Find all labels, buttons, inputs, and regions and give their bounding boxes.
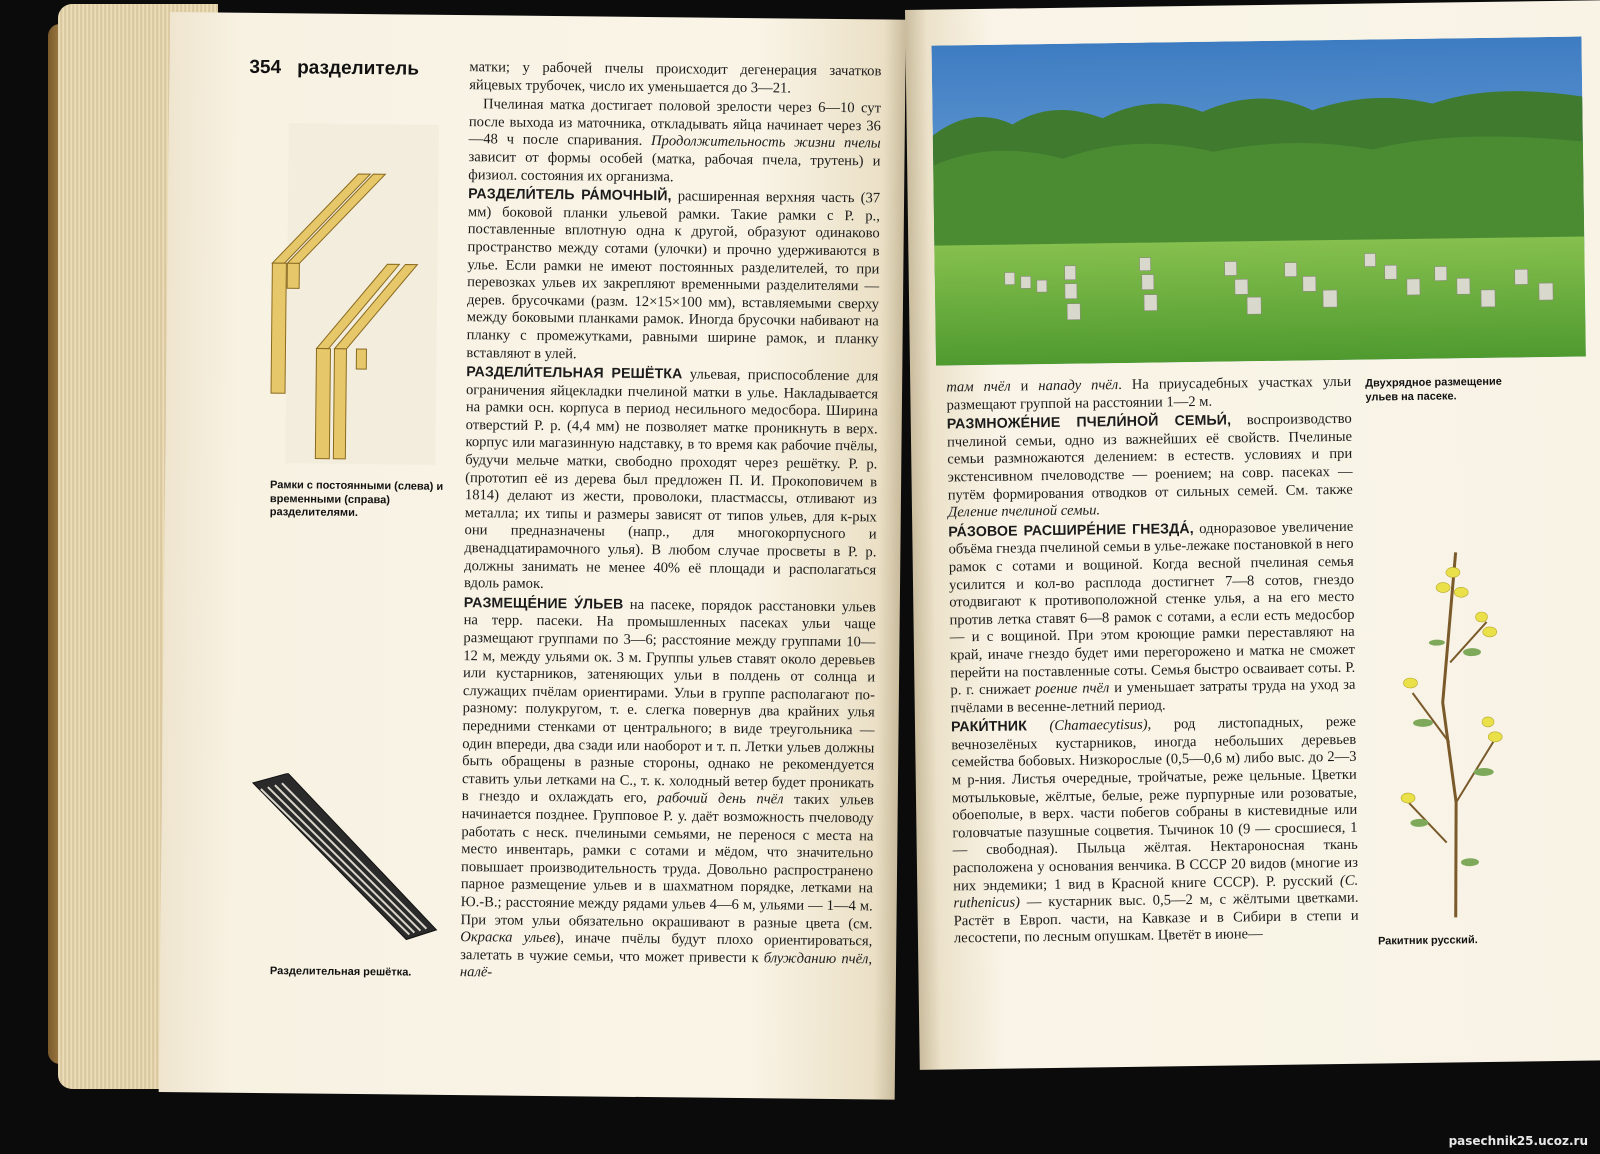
head-word: разделитель: [297, 57, 420, 80]
paragraph: там пчёл и нападу пчёл. На приусадебных участках ульи размещают группой на расстоянии 1—2 м.: [946, 373, 1352, 414]
right-page: [905, 0, 1600, 1070]
right-text-column: [946, 374, 1359, 951]
open-book: [48, 4, 1600, 1094]
entry-nest-expansion: РА́ЗОВОЕ РАСШИРЕ́НИЕ ГНЕЗДА́, одноразовое увеличение объёма гнезда пчелиной семьи в улье-лежаке постановкой в него рамок с сотами и вощиной. Когда весной пчелиная семья усилится и кол-во расплода достигнет 7—8 сотов, гнездо отодвигают к противоположной стенке улья, а на его место против летка ставят 6—8 рамок с сотами, а если есть медосбор — и с вощиной. При этом кроющие рамки переставляют на край, иначе гнездо будет ими перегорожено и матка не сможет перейти на поставленные соты. Семья быстро осваивает соты. Р. р. г. снижает роение пчёл и уменьшает затраты труда на уход за пчёлами в весенне-летний период.: [948, 518, 1356, 717]
entry-term: РАКИ́ТНИК: [950, 718, 1028, 736]
paragraph: Пчелиная матка достигает половой зрелости через 6—10 сут после выхода из маточника, откладывать яйца начинает через 36—48 ч после спаривания. Продолжительность жизни пчелы зависит от формы особей (матка, рабочая пчела, трутень) и физиол. состояния их организма.: [468, 96, 882, 185]
entry-term: РА́ЗОВОЕ РАСШИРЕ́НИЕ ГНЕЗДА́,: [948, 520, 1194, 541]
caption-frames: Рамки с постоянными (слева) и временными (справа) разделителями.: [269, 479, 444, 519]
entry-term: РАЗМНОЖЕ́НИЕ ПЧЕЛИ́НОЙ СЕМЬИ́,: [946, 412, 1232, 433]
page-number: 354: [249, 56, 282, 79]
left-page: [159, 12, 906, 1100]
entry-hive-placement: РАЗМЕЩЕ́НИЕ У́ЛЬЕВ на пасеке, порядок расстановки ульев на терр. пасеки. На промышленных пасеках ульи чаще размещают группами по 3—6; расстояние между группами 10—12 м, между ульями ок. 3 м. Группы ульев ставят около деревьев или кустарников, затеняющих ульи в полдень от солнца и служащих пчёлам ориентирами. Ульи в группе располагают по-разному: полукругом, т. е. слегка повернув два крайних улья передними стенками от центрального; в виде треугольника — один впереди, два сзади или наоборот и т. п. Летки ульев должны быть обращены в разные стороны, однако не рекомендуется ставить ульи летками на С., т. к. холодный ветер будет проникать в гнездо и охлаждать его, рабочий день пчёл таких ульев начинается позднее. Групповое Р. у. даёт возможность пчеловоду работать с неск. пчелиными семьями, не перенося с места на место инвентарь, рамки с сотами и мёдом, что значительно повышает производительность труда. Довольно распространено парное размещение ульев и в шахматном порядке, летками на Ю.-В.; расстояние между рядами ульев 4—6 м, ульями — 1—4 м. При этом ульи обязательно окрашивают в разные цвета (см. Окраска ульев), иначе пчёлы будут плохо ориентироваться, залетать в чужие семьи, что может привести к блужданию пчёл, налё-: [459, 594, 876, 981]
apiary-photo: [932, 37, 1586, 366]
running-head: [249, 57, 435, 81]
entry-queen-excluder: РАЗДЕЛИ́ТЕЛЬНАЯ РЕШЁТКА ульевая, приспособление для ограничения яйцекладки пчелиной матки в улье. Накладывается на рамки осн. корпуса в период несильного медосбора. Ширина отверстий Р. р. (4,4 мм) не позволяет матке проникнуть в верх. корпус или магазинную надставку, в то время как рабочие пчёлы, будучи мельче матки, свободно проходят через решётку. Р. р. (прототип её из дерева был предложен П. И. Прокоповичем в 1814) делают из жести, проволоки, пластмассы, отливают из металла; их типы и размеры зависят от типов ульев, для к-рых они предназначены (напр., для многокорпусного и двенадцатирамочного улья). В любом случае просветы в Р. р. должны занимать не менее 40% её площади и располагаться вдоль рамок.: [463, 364, 879, 593]
left-text-column: [460, 59, 882, 988]
caption-plant: Ракитник русский.: [1377, 934, 1478, 948]
entry-frame-divider: РАЗДЕЛИ́ТЕЛЬ РА́МОЧНЫЙ, расширенная верхняя часть (37 мм) боковой планки ульевой рамки. Такие рамки с Р. р., поставленные вплотную одна к другой, образуют одинаково пространство между сотами (улочки) и прочно удерживаются в улье. Если рамки не имеют постоянных разделителей, то при перевозках ульев их закрепляют временными разделителями — дерев. брусочками (разм. 12×15×100 мм), вставляемыми сверху между боковыми планками рамок. Иногда брусочки набивают на планку с промежутками, равными ширине рамок, и планку вставляют в улей.: [466, 186, 881, 362]
caption-apiary: Двухрядное размещение ульев на пасеке.: [1365, 375, 1502, 404]
entry-term: РАЗДЕЛИ́ТЕЛЬНАЯ РЕШЁТКА: [466, 364, 683, 383]
watermark-site: pasechnik25.ucoz.ru: [1448, 1134, 1588, 1148]
entry-colony-reproduction: РАЗМНОЖЕ́НИЕ ПЧЕЛИ́НОЙ СЕМЬИ́, воспроизводство пчелиной семьи, одно из важнейших её свойств. Пчелиные семьи размножаются делением: в естеств. условиях и при экстенсивном пчеловодстве — роением; на совр. пасеках — путём формирования отводков от сильных семей. См. также Деление пчелиной семьи.: [946, 410, 1353, 521]
frames-illustration: [255, 113, 459, 475]
paragraph: матки; у рабочей пчелы происходит дегенерация зачатков яйцевых трубочек, число их уменьшается до 3—21.: [469, 59, 882, 97]
entry-broom: РАКИ́ТНИК (Chamaecytisus), род листопадных, реже вечнозелёных кустарников, иногда небольших деревьев семейства бобовых. Низкорослые (0,5—0,6 м) либо выс. до 2—3 м р-ния. Листья очередные, тройчатые, реже цельные. Цветки мотыльковые, жёлтые, белые, реже пурпурные или розоватые, обоеполые, в верх. части побегов собраны в кистевидные или головчатые пазушные соцветия. Тычинок 10 (9 — сросшиеся, 1 — свободная). Пыльца жёлтая. Нектароносная ткань расположена у основания венчика. В СССР 20 видов (многие из них эндемики; 1 вид в Красной книге СССР). Р. русский (C. ruthenicus) — кустарник выс. 0,5—2 м, с жёлтыми цветками. Растёт в Европ. части, на Кавказе и в Сибири в степи и лесостепи, по лесным опушкам. Цветёт в июне—: [950, 714, 1359, 947]
caption-grid: Разделительная решётка.: [269, 965, 412, 979]
entry-term: РАЗДЕЛИ́ТЕЛЬ РА́МОЧНЫЙ,: [468, 186, 672, 205]
entry-term: РАЗМЕЩЕ́НИЕ У́ЛЬЕВ: [463, 594, 624, 613]
broom-plant-illustration: [1380, 541, 1525, 923]
queen-excluder-illustration: [246, 773, 448, 945]
